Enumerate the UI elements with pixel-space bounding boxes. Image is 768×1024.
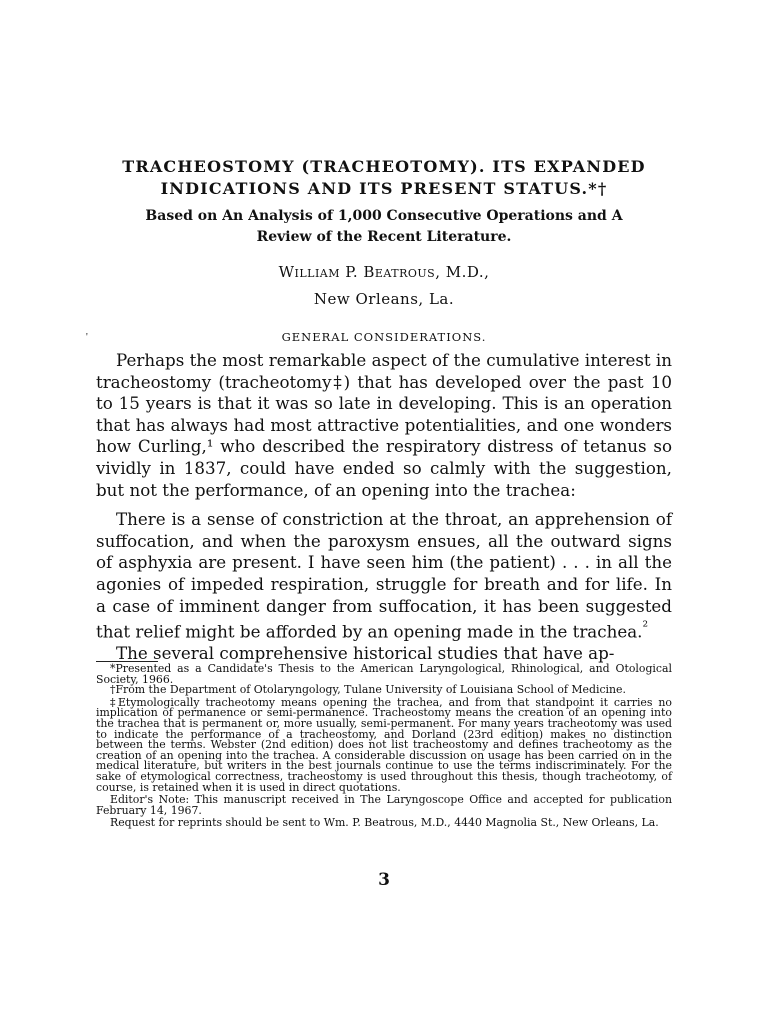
footnotes bbox=[96, 664, 672, 829]
curling-quote bbox=[96, 509, 672, 643]
body-text bbox=[96, 350, 672, 665]
subtitle-line-2: Review of the Recent Literature. bbox=[256, 229, 512, 245]
margin-mark: ' bbox=[86, 332, 88, 343]
footnote-department: †From the Department of Otolaryngology, Tulane University of Louisiana School of Medicine. bbox=[110, 683, 626, 697]
article-title bbox=[60, 156, 708, 200]
footnote-presented: *Presented as a Candidate's Thesis to the American Laryngological, Rhinological, and Otological Society, 1966. bbox=[96, 662, 672, 686]
footnote-reprints: Request for reprints should be sent to Wm. P. Beatrous, M.D., 4440 Magnolia St., New Orleans, La. bbox=[110, 816, 659, 830]
page-number: 3 bbox=[378, 870, 390, 890]
byline bbox=[60, 259, 708, 313]
author-name: William P. Beatrous, M.D., bbox=[278, 263, 490, 281]
footnote-etymology: ‡Etymologically tracheotomy means opening the trachea, and from that standpoint it carries no implication of permanence or semi-permanence. Tracheostomy means the creation of an opening into the trachea that is permanent or, more usually, semi-permanent. For many years tracheotomy was used to indicate the performance of a tracheostomy, and Dorland (23rd edition) makes no distinction between the terms. Webster (2nd edition) does not list tracheostomy and defines tracheotomy as the creation of an opening into the trachea. A considerable discussion on usage has been carried on in the medical literature, but writers in the best journals continue to use the terms indiscriminately. For the sake of etymological correctness, tracheostomy is used throughout this thesis, though tracheotomy, of course, is retained when it is used in direct quotations. bbox=[96, 695, 672, 794]
paragraph-historical: The several comprehensive historical studies that have ap- bbox=[116, 643, 615, 664]
title-line-1: TRACHEOSTOMY (TRACHEOTOMY). ITS EXPANDED bbox=[122, 157, 646, 176]
quote-reference: ² bbox=[642, 619, 649, 636]
author-location: New Orleans, La. bbox=[313, 290, 455, 308]
footnote-editor-note: Editor's Note: This manuscript received in The Laryngoscope Office and accepted for publication February 14, 1967. bbox=[96, 793, 672, 817]
subtitle-line-1: Based on An Analysis of 1,000 Consecutive Operations and A bbox=[145, 208, 623, 224]
section-heading: GENERAL CONSIDERATIONS. bbox=[281, 330, 487, 344]
title-line-2: INDICATIONS AND ITS PRESENT STATUS.*† bbox=[160, 179, 608, 198]
paragraph-intro: Perhaps the most remarkable aspect of the cumulative interest in tracheostomy (tracheotomy‡) that has developed over the past 10 to 15 years is that it was so late in developing. This is an operation that has always had most attractive potentialities, and one wonders how Curling,¹ who described the respiratory distress of tetanus so vividly in 1837, could have ended so calmly with the suggestion, but not the performance, of an opening into the trachea: bbox=[96, 350, 672, 500]
quote-text: There is a sense of constriction at the throat, an apprehension of suffocation, and when the paroxysm ensues, all the outward signs of asphyxia are present. I have seen him (the patient) . . . in all the agonies of impeded respiration, struggle for breath and for life. In a case of imminent danger from suffocation, it has been suggested that relief might be afforded by an opening made in the trachea. bbox=[96, 509, 672, 642]
article-subtitle bbox=[60, 206, 708, 248]
